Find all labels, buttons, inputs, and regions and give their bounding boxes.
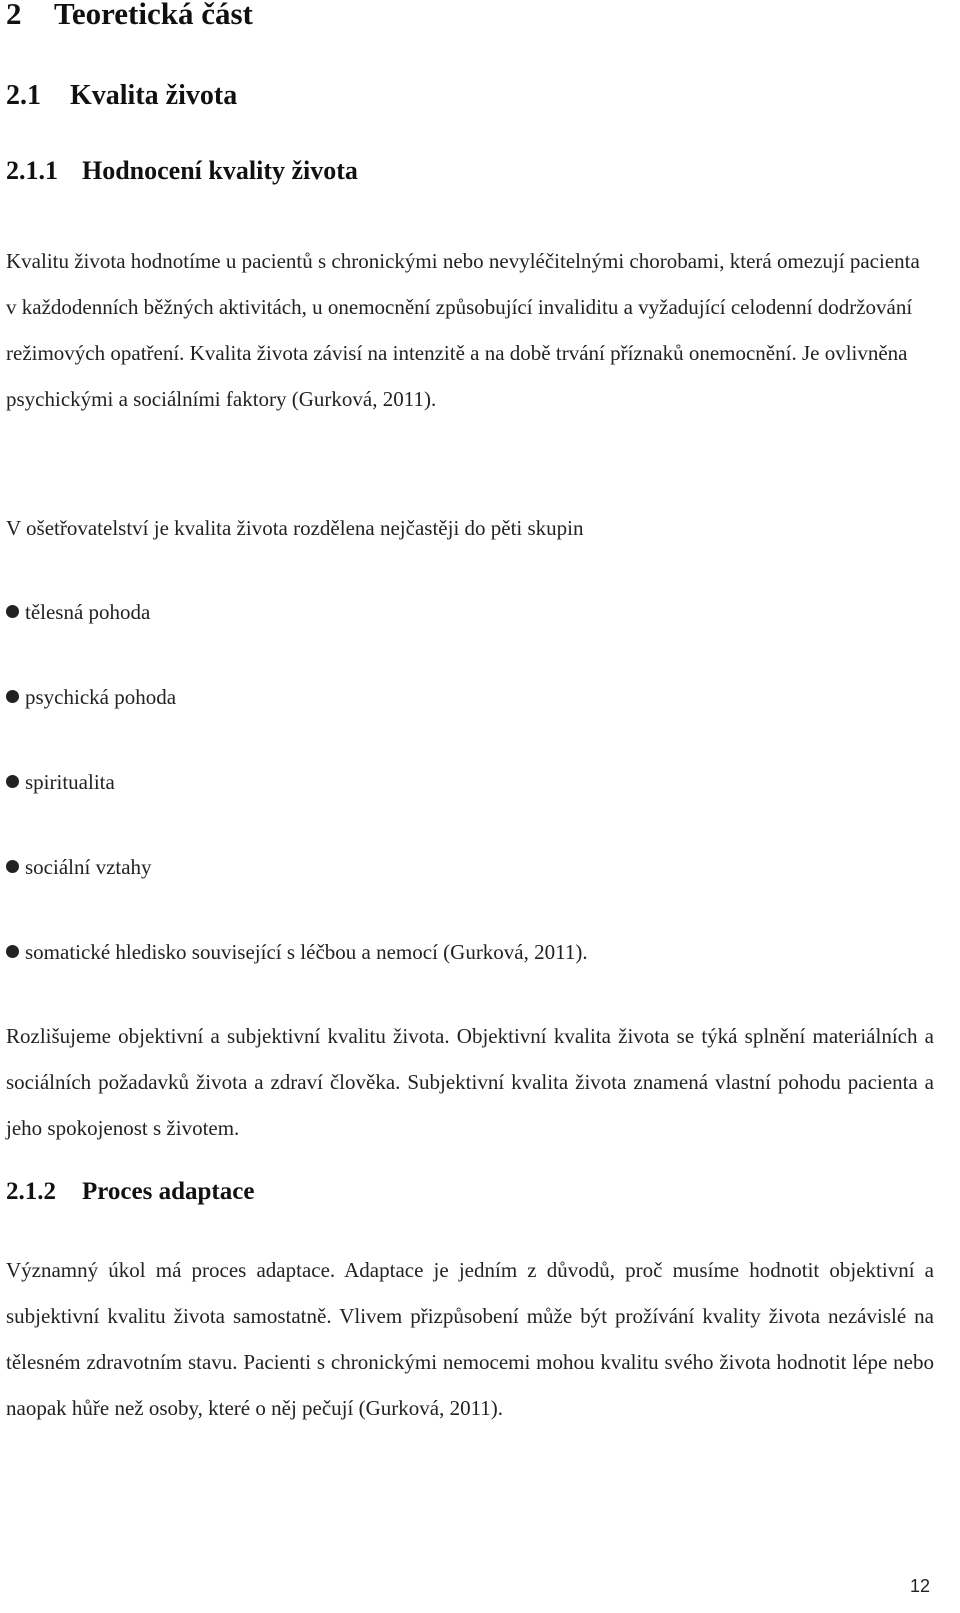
bullet-icon <box>6 690 19 703</box>
paragraph-nursing-groups: V ošetřovatelství je kvalita života rozdělena nejčastěji do pěti skupin <box>6 516 584 540</box>
bullet-icon <box>6 605 19 618</box>
list-item: tělesná pohoda <box>6 598 150 626</box>
list-item: spiritualita <box>6 768 115 796</box>
list-item: somatické hledisko související s léčbou a nemocí (Gurková, 2011). <box>6 938 588 966</box>
subsection-title: Proces adaptace <box>82 1178 255 1205</box>
paragraph-quality-of-life: Kvalitu života hodnotíme u pacientů s chronickými nebo nevyléčitelnými chorobami, která omezují pacienta v každodenních běžných aktivitách, u onemocnění způsobující invaliditu a vyžadující celodenní dodržování režimových opatření. Kvalita života závisí na intenzitě a na době trvání příznaků onemocnění. Je ovlivněna psychickými a sociálními faktory (Gurková, 2011). <box>6 249 920 411</box>
subsection-title: Hodnocení kvality života <box>82 156 358 185</box>
chapter-title: Teoretická část <box>54 0 253 31</box>
list-item: psychická pohoda <box>6 683 176 711</box>
bullet-icon <box>6 775 19 788</box>
paragraph-objective-subjective: Rozlišujeme objektivní a subjektivní kvalitu života. Objektivní kvalita života se týká splnění materiálních a sociálních požadavků života a zdraví člověka. Subjektivní kvalita života znamená vlastní pohodu pacienta a jeho spokojenost s životem. <box>6 1024 934 1140</box>
subsection-number: 2.1.2 <box>6 1178 56 1205</box>
bullet-icon <box>6 945 19 958</box>
section-title: Kvalita života <box>70 80 238 111</box>
chapter-heading <box>6 0 253 32</box>
list-item: sociální vztahy <box>6 853 152 881</box>
subsection-number: 2.1.1 <box>6 156 58 185</box>
subsection-heading <box>6 156 358 186</box>
paragraph-adaptation: Významný úkol má proces adaptace. Adaptace je jedním z důvodů, proč musíme hodnotit objektivní a subjektivní kvalitu života samostatně. Vlivem přizpůsobení může být prožívání kvality života nezávislé na tělesném zdravotním stavu. Pacienti s chronickými nemocemi mohou kvalitu svého života hodnotit lépe nebo naopak hůře než osoby, které o něj pečují (Gurková, 2011). <box>6 1258 934 1420</box>
subsection-heading-adaptation <box>6 1178 254 1206</box>
bullet-icon <box>6 860 19 873</box>
section-number: 2.1 <box>6 80 41 111</box>
page-number: 12 <box>909 1576 930 1596</box>
chapter-number: 2 <box>6 0 22 31</box>
section-heading <box>6 80 237 112</box>
